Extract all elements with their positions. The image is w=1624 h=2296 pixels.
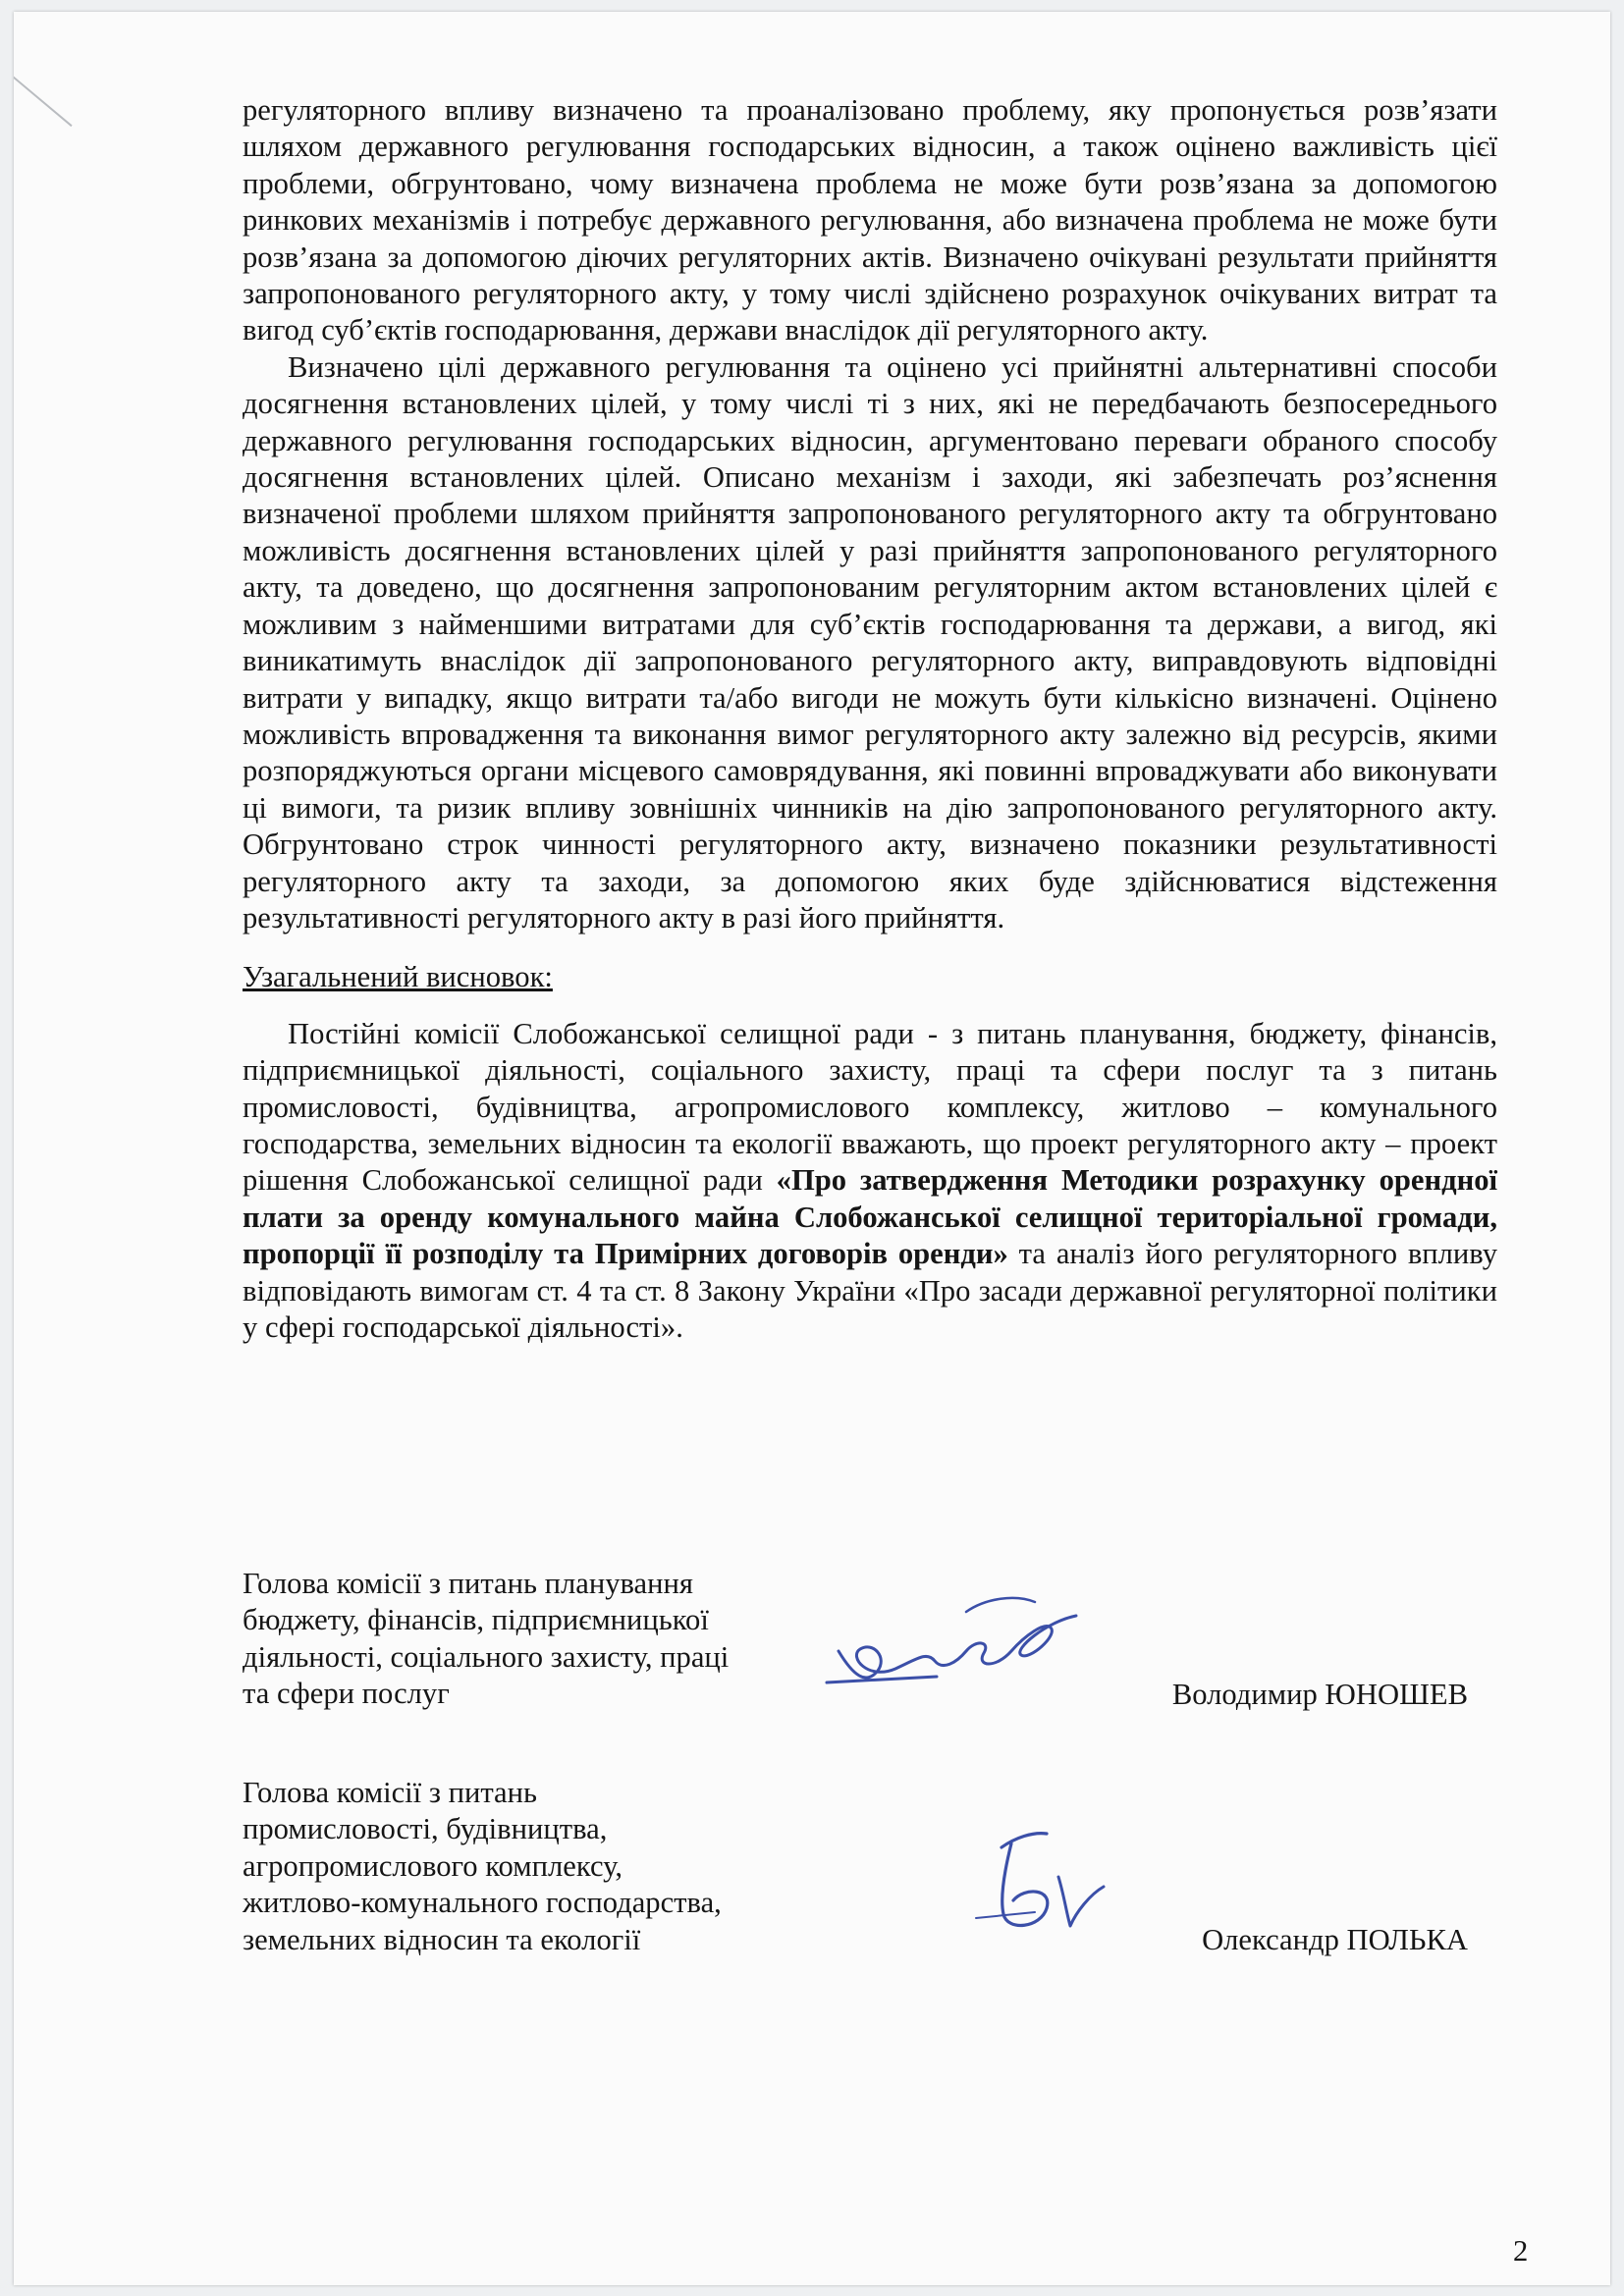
signature-role-line: та сфери послуг — [243, 1677, 450, 1711]
signature-role-line: бюджету, фінансів, підприємницької — [243, 1603, 709, 1637]
summary-text-end: та аналіз його регуляторного впливу відповідають вимогам ст. 4 та ст. 8 Закону України «Про засади державної регуляторної політики у сфері господарської діяльності». — [243, 1237, 1497, 1344]
paragraph-intro: регуляторного впливу визначено та проаналізовано проблему, яку пропонується розв’язати шляхом державного регулювання господарських відносин, а також оцінено важливість цієї проблеми, обгрунтовано, чому визначена проблема не може бути розв’язана за допомогою ринкових механізмів і потребує державного регулювання, або визначена проблема не може бути розв’язана за допомогою діючих регуляторних актів. Визначено очікувані результати прийняття запропонованого регуляторного акту, у тому числі здійснено розрахунок очікуваних витрат та вигод суб’єктів господарювання, держави внаслідок дії регуляторного акту. — [243, 93, 1497, 347]
signature-role-line: Голова комісії з питань — [243, 1776, 537, 1809]
summary-heading: Узагальнений висновок: — [243, 960, 553, 994]
document-body — [243, 92, 1497, 1346]
signature-block-industry-commission — [243, 1775, 1497, 1958]
corner-fold-mark — [14, 43, 73, 127]
signature-role-line: агропромислового комплексу, — [243, 1848, 623, 1883]
signatory-name: Олександр ПОЛЬКА — [1202, 1922, 1468, 1956]
summary-paragraph — [243, 1016, 1497, 1347]
handwritten-signature-1 — [819, 1592, 1094, 1700]
signatory-name: Володимир ЮНОШЕВ — [1171, 1677, 1468, 1711]
paragraph-goals: Визначено цілі державного регулювання та оцінено усі прийнятні альтернативні способи досягнення встановлених цілей, у тому числі ті з них, які не передбачають безпосереднього державного регулювання господарських відносин, аргументовано переваги обраного способу досягнення встановлених цілей. Описано механізм і заходи, які забезпечать роз’яснення визначеної проблеми шляхом прийняття запропонованого регуляторного акту та обгрунтовано можливість досягнення встановлених цілей у разі прийняття запропонованого регуляторного акту, та доведено, що досягнення запропонованим регуляторним актом встановлених цілей є можливим з найменшими витратами для суб’єктів господарювання та держави, а вигод, які виникатимуть внаслідок дії запропонованого регуляторного акту, виправдовують відповідні витрати у випадку, якщо витрати та/або вигоди не можуть бути кількісно визначені. Оцінено можливість впровадження та виконання вимог регуляторного акту залежно від ресурсів, якими розпоряджуються органи місцевого самоврядування, які повинні впроваджувати або виконувати ці вимоги, та ризик впливу зовнішніх чинників на дію запропонованого регуляторного акту. Обгрунтовано строк чинності регуляторного акту, визначено показники результативності регуляторного акту та заходи, за допомогою яких буде здійснюватися відстеження результативності регуляторного акту в разі його прийняття. — [243, 349, 1497, 934]
handwritten-signature-2 — [956, 1818, 1133, 1946]
document-page — [14, 12, 1610, 2285]
page-number: 2 — [1513, 2234, 1529, 2268]
summary-decision-title: «Про затвердження Методики розрахунку орендної плати за оренду комунального майна Слобожанської селищної територіальної громади, пропорції її розподілу та Примірних договорів оренди» — [243, 1163, 1497, 1271]
signature-role-line: житлово-комунального господарства, — [243, 1886, 722, 1920]
signature-role-line: Голова комісії з питань планування — [243, 1567, 693, 1600]
summary-text-start: Постійні комісії Слобожанської селищної ради - з питань планування, бюджету, фінансів, підприємницької діяльності, соціального захисту, праці та сфери послуг та з питань промисловості, будівництва, агропромислового комплексу, житлово – комунального господарства, земельних відносин та екології вважають, що проект регуляторного акту – проект рішення Слобожанської селищної ради — [243, 1016, 1497, 1198]
signature-role-line: діяльності, соціального захисту, праці — [243, 1639, 730, 1674]
signature-role-line: земельних відносин та екології — [243, 1922, 641, 1956]
signature-role-line: промисловості, будівництва, — [243, 1812, 608, 1846]
